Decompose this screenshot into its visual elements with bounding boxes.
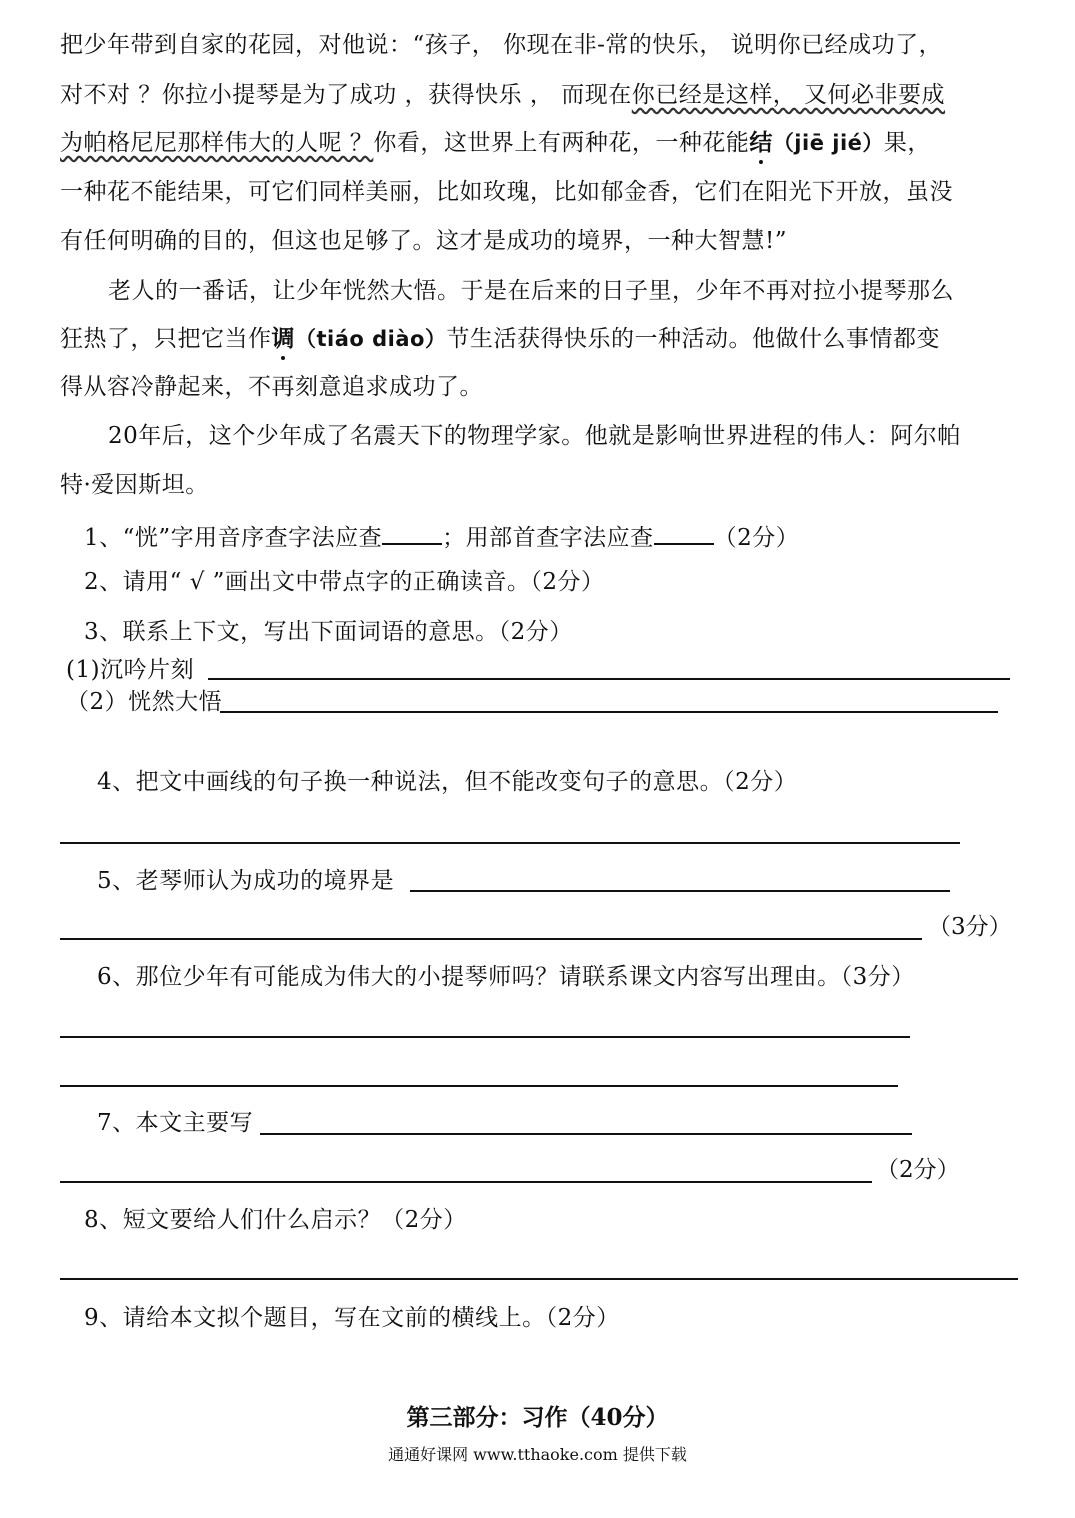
score-label: （3分） bbox=[928, 914, 1012, 940]
answer-line[interactable] bbox=[60, 938, 922, 940]
answer-line[interactable] bbox=[260, 1133, 912, 1135]
answer-blank[interactable] bbox=[382, 519, 442, 545]
answer-line[interactable] bbox=[410, 890, 950, 892]
answer-line[interactable] bbox=[60, 1085, 898, 1087]
question-7: 7、本文主要写 bbox=[97, 1110, 254, 1136]
underlined-sentence: 为帕格尼尼那样伟大的人呢 ？ bbox=[60, 130, 374, 156]
question-1 bbox=[84, 519, 799, 553]
passage-line: 一种花不能结果，可它们同样美丽，比如玫瑰，比如郁金香，它们在阳光下开放，虽没 bbox=[60, 179, 953, 205]
answer-line[interactable] bbox=[60, 1036, 910, 1038]
passage-line: 有任何明确的目的，但这也足够了。这才是成功的境界，一种大智慧!” bbox=[60, 228, 788, 254]
passage-text: 你看，这世界上有两种花，一种花能 bbox=[373, 130, 750, 156]
pinyin-options: （tiáo diào） bbox=[295, 327, 447, 351]
score-label: （2分） bbox=[876, 1157, 960, 1183]
question-3-item-2: （2）恍然大悟 bbox=[66, 689, 223, 715]
section-title: 第三部分：习作（40分） bbox=[406, 1404, 669, 1431]
answer-blank[interactable] bbox=[654, 519, 714, 545]
answer-line[interactable] bbox=[208, 678, 1010, 680]
question-text: ；用部首查字法应查 bbox=[442, 525, 654, 551]
dotted-character: 结 bbox=[749, 129, 773, 156]
question-2: 2、请用“ √ ”画出文中带点字的正确读音。（2分） bbox=[84, 569, 605, 595]
answer-line[interactable] bbox=[60, 1181, 872, 1183]
question-5: 5、老琴师认为成功的境界是 bbox=[97, 868, 395, 894]
passage-line: 把少年带到自家的花园，对他说：“孩子， 你现在非-常的快乐， 说明你已经成功了， bbox=[60, 32, 943, 58]
dotted-character: 调 bbox=[271, 325, 295, 352]
question-4: 4、把文中画线的句子换一种说法，但不能改变句子的意思。（2分） bbox=[97, 769, 798, 795]
question-8: 8、短文要给人们什么启示？（2分） bbox=[84, 1207, 467, 1233]
passage-text: 果， bbox=[883, 130, 931, 156]
passage-line bbox=[60, 324, 940, 354]
answer-line[interactable] bbox=[60, 1278, 1018, 1280]
passage-text: 狂热了，只把它当作 bbox=[60, 326, 272, 352]
passage-text: 节生活获得快乐的一种活动。他做什么事情都变 bbox=[446, 326, 940, 352]
pinyin-options: （jiē jié） bbox=[772, 131, 884, 155]
passage-line bbox=[60, 80, 945, 110]
passage-line: 20年后，这个少年成了名震天下的物理学家。他就是影响世界进程的伟人：阿尔帕 bbox=[108, 423, 961, 449]
passage-line: 特·爱因斯坦。 bbox=[60, 472, 209, 498]
passage-text: 对不对 ？你拉小提琴是为了成功 ，获得快乐 ， 而现在 bbox=[60, 82, 632, 108]
question-text: 1、“恍”字用音序查字法应查 bbox=[84, 525, 383, 551]
question-3: 3、联系上下文，写出下面词语的意思。（2分） bbox=[84, 619, 573, 645]
source-watermark: 通通好课网 www.tthaoke.com 提供下载 bbox=[388, 1445, 687, 1464]
passage-line: 得从容冷静起来，不再刻意追求成功了。 bbox=[60, 374, 483, 400]
question-9: 9、请给本文拟个题目，写在文前的横线上。（2分） bbox=[84, 1305, 620, 1331]
answer-line[interactable] bbox=[220, 711, 998, 713]
question-3-item-1: (1)沉吟片刻 bbox=[66, 657, 195, 683]
passage-line bbox=[60, 128, 931, 158]
answer-line[interactable] bbox=[60, 842, 960, 844]
question-6: 6、那位少年有可能成为伟大的小提琴师吗？请联系课文内容写出理由。（3分） bbox=[97, 964, 915, 990]
score-label: （2分） bbox=[713, 525, 800, 551]
passage-line: 老人的一番话，让少年恍然大悟。于是在后来的日子里，少年不再对拉小提琴那么 bbox=[108, 278, 954, 304]
underlined-sentence: 你已经是这样， 又何必非要成 bbox=[631, 82, 946, 108]
